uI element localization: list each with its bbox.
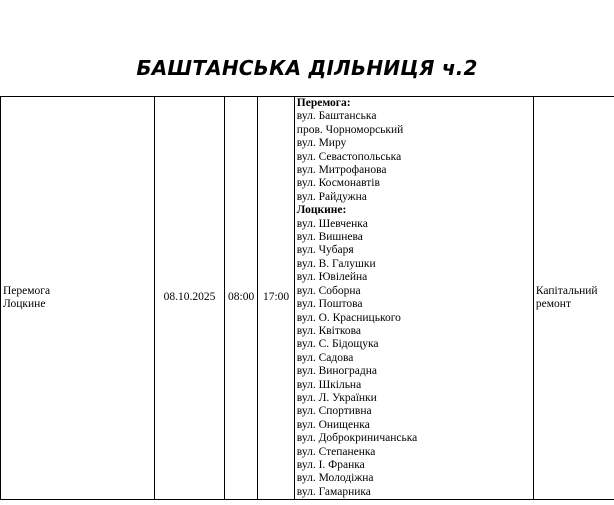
page-title: БАШТАНСЬКА ДІЛЬНИЦЯ ч.2 xyxy=(136,56,478,80)
street-item: вул. О. Красницького xyxy=(296,311,401,324)
street-item: вул. С. Бідощука xyxy=(296,338,379,351)
street-item: вул. Чубаря xyxy=(296,244,354,257)
street-item: вул. Степаненка xyxy=(296,445,376,458)
street-item: вул. Спортивна xyxy=(296,405,372,418)
street-item: вул. Митрофанова xyxy=(296,164,387,177)
street-item: вул. І. Франка xyxy=(296,458,365,471)
street-item: вул. Ювілейна xyxy=(296,271,368,284)
street-item: вул. Онищенка xyxy=(296,418,370,431)
reason-cell xyxy=(533,97,614,500)
reason-text: Капітальний xyxy=(535,284,598,297)
street-item: вул. Квіткова xyxy=(296,324,362,337)
area-name: Лоцкине xyxy=(3,298,46,311)
street-item: вул. Соборна xyxy=(296,284,361,297)
area-name: Перемога xyxy=(3,284,51,297)
street-item: вул. Поштова xyxy=(296,298,363,311)
table-row xyxy=(1,97,614,500)
street-item: вул. Шкільна xyxy=(296,378,362,391)
street-item: вул. В. Галушки xyxy=(296,257,376,270)
street-item: вул. Баштанська xyxy=(296,110,377,123)
street-item: вул. Виноградна xyxy=(296,365,377,378)
street-item: вул. Садова xyxy=(296,351,354,364)
village-heading: Перемога: xyxy=(296,97,351,109)
end-time-cell: 17:00 xyxy=(258,97,294,500)
date-cell: 08.10.2025 xyxy=(155,97,225,500)
street-item: вул. Доброкриничанська xyxy=(296,432,418,445)
streets-cell xyxy=(294,97,533,500)
street-item: вул. Вишнева xyxy=(296,231,363,244)
street-item: вул. Райдужна xyxy=(296,190,367,203)
street-item: вул. Молодіжна xyxy=(296,472,374,485)
street-item: вул. Космонавтів xyxy=(296,177,380,190)
reason-text: ремонт xyxy=(535,298,571,311)
street-item: вул. Гамарника xyxy=(296,485,371,498)
street-item: вул. Миру xyxy=(296,137,347,150)
street-item: вул. Л. Українки xyxy=(296,391,377,404)
street-item: пров. Чорноморський xyxy=(296,123,404,136)
start-time-cell: 08:00 xyxy=(224,97,257,500)
outage-schedule-table xyxy=(0,96,614,500)
area-cell xyxy=(1,97,155,500)
village-heading: Лоцкине: xyxy=(296,204,347,217)
street-item: вул. Севастопольська xyxy=(296,150,402,163)
street-item: вул. Шевченка xyxy=(296,217,368,230)
